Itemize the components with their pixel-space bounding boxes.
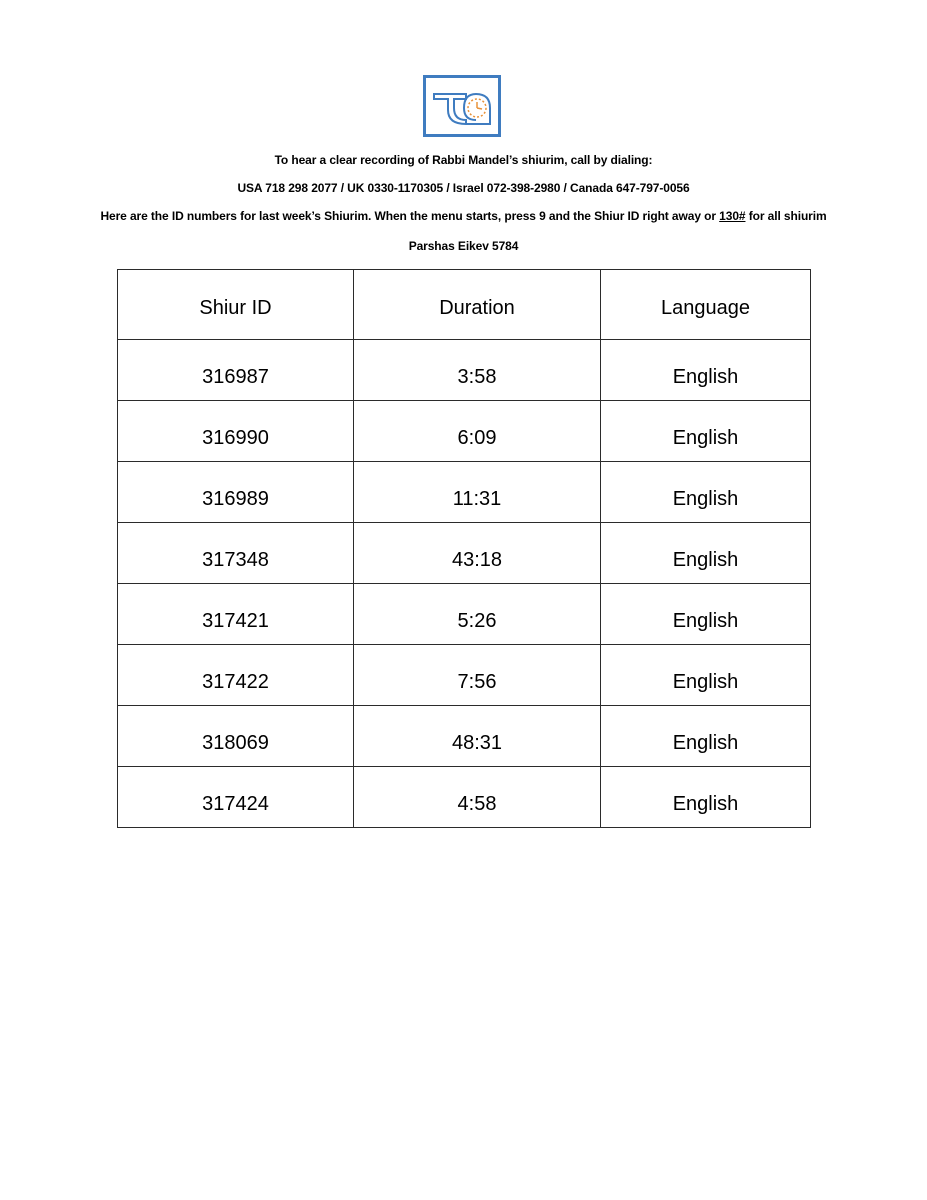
- header-language: Language: [601, 270, 811, 340]
- cell-shiur-id: 317424: [118, 767, 354, 828]
- cell-shiur-id: 317348: [118, 523, 354, 584]
- shiurim-table: [117, 269, 811, 828]
- header-shiur-id: Shiur ID: [118, 270, 354, 340]
- cell-language: English: [601, 462, 811, 523]
- call-instructions: To hear a clear recording of Rabbi Mandel’s shiurim, call by dialing:: [274, 153, 653, 167]
- cell-duration: 5:26: [354, 584, 601, 645]
- parsha-title: Parshas Eikev 5784: [408, 239, 519, 253]
- cell-shiur-id: 316987: [118, 340, 354, 401]
- cell-language: English: [601, 401, 811, 462]
- header-duration: Duration: [354, 270, 601, 340]
- cell-language: English: [601, 767, 811, 828]
- menu-instructions-start: Here are the ID numbers for last week’s Shiurim. When the menu starts, press 9 and the Shiur ID right away or: [100, 209, 720, 223]
- cell-duration: 48:31: [354, 706, 601, 767]
- table-row: [118, 645, 811, 706]
- cell-duration: 3:58: [354, 340, 601, 401]
- cell-language: English: [601, 706, 811, 767]
- ta-clock-logo-icon: [426, 78, 498, 134]
- phone-numbers: USA 718 298 2077 / UK 0330-1170305 / Israel 072-398-2980 / Canada 647-797-0056: [237, 181, 690, 195]
- cell-shiur-id: 318069: [118, 706, 354, 767]
- table-row: [118, 523, 811, 584]
- cell-language: English: [601, 340, 811, 401]
- all-shiurim-code: 130#: [719, 209, 746, 223]
- cell-shiur-id: 317422: [118, 645, 354, 706]
- cell-language: English: [601, 645, 811, 706]
- menu-instructions: [0, 209, 927, 223]
- cell-shiur-id: 316990: [118, 401, 354, 462]
- table-row: [118, 401, 811, 462]
- logo: [423, 75, 501, 137]
- cell-duration: 4:58: [354, 767, 601, 828]
- table-row: [118, 340, 811, 401]
- cell-duration: 11:31: [354, 462, 601, 523]
- cell-language: English: [601, 523, 811, 584]
- cell-shiur-id: 317421: [118, 584, 354, 645]
- cell-duration: 43:18: [354, 523, 601, 584]
- table-header-row: [118, 270, 811, 340]
- table-row: [118, 706, 811, 767]
- table-row: [118, 584, 811, 645]
- table-row: [118, 462, 811, 523]
- cell-duration: 6:09: [354, 401, 601, 462]
- cell-duration: 7:56: [354, 645, 601, 706]
- table-row: [118, 767, 811, 828]
- cell-language: English: [601, 584, 811, 645]
- cell-shiur-id: 316989: [118, 462, 354, 523]
- menu-instructions-end: for all shiurim: [745, 209, 827, 223]
